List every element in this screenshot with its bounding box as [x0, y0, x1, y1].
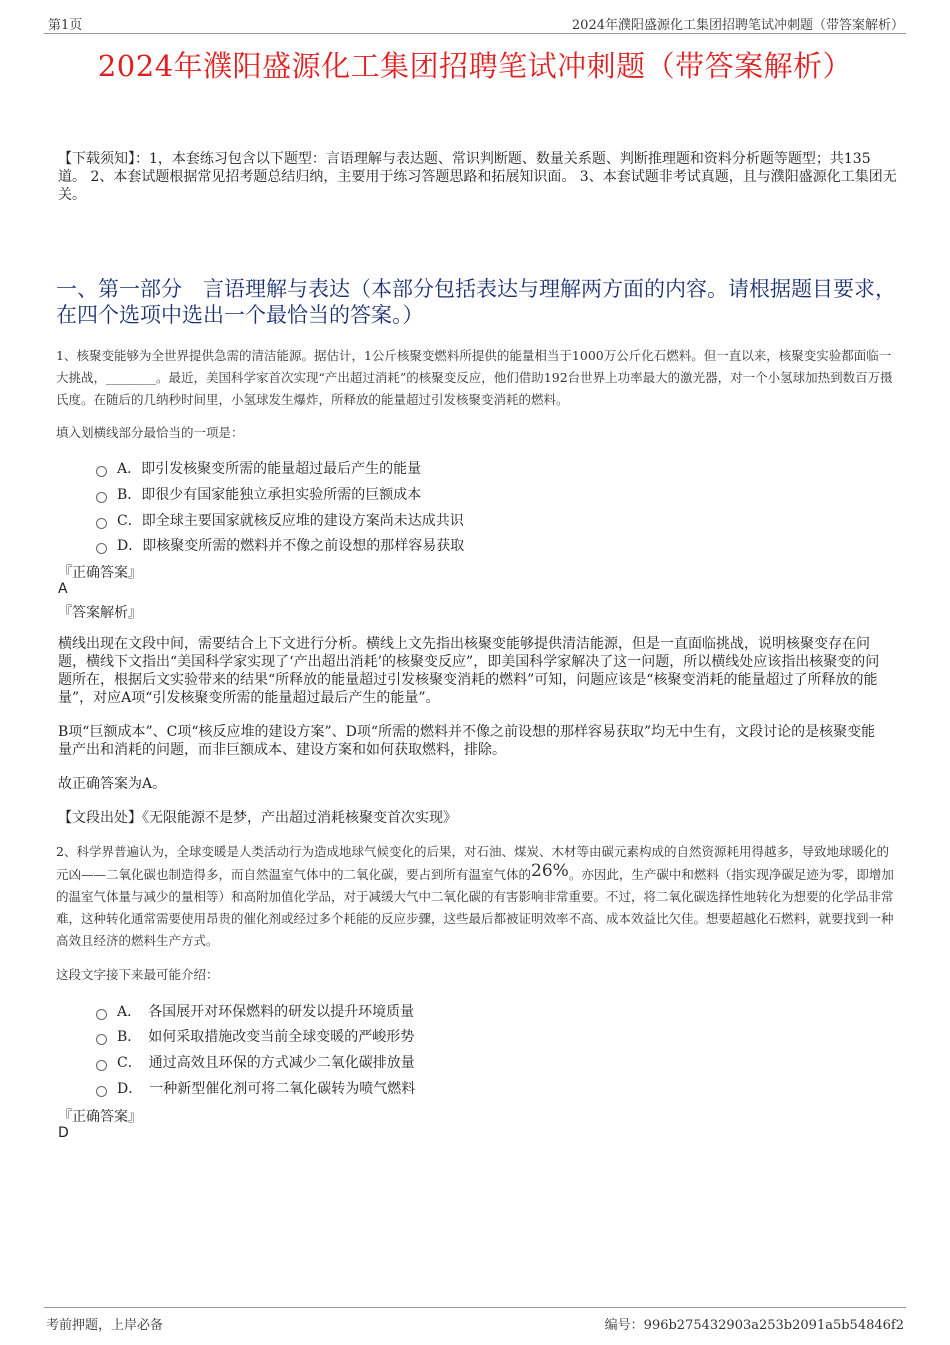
- q2-option-a[interactable]: [96, 1001, 414, 1021]
- q1-source: 【文段出处】《无限能源不是梦，产出超过消耗核聚变首次实现》: [58, 810, 457, 826]
- q1-option-b[interactable]: [96, 484, 421, 504]
- question-1-prompt: 填入划横线部分最恰当的一项是：: [56, 425, 244, 440]
- q1-analysis-paragraph-1: 横线出现在文段中间，需要结合上下文进行分析。横线上文先指出核聚变能够提供清洁能源，但是一直面临挑战，说明核聚变存在问题，横线下文指出“美国科学家实现了‘产出超出消耗’的核聚变反应”，即美国科学家解决了这一问题，所以横线处应该指出核聚变的问题所在，根据后文实验带来的结果“所释放的能量超过引发核聚变消耗的燃料”可知，问题应该是“核聚变消耗的能量超过了所释放的能量”，对应A项“引发核聚变所需的能量超过最后产生的能量”。: [58, 636, 880, 706]
- section-heading: 一、第一部分 言语理解与表达（本部分包括表达与理解两方面的内容。请根据题目要求，在四个选项中选出一个最恰当的答案。）: [56, 277, 896, 327]
- footer-divider: [44, 1307, 906, 1308]
- page-title: 2024年濮阳盛源化工集团招聘笔试冲刺题（带答案解析）: [97, 49, 853, 83]
- option-label: D．即核聚变所需的燃料并不像之前设想的那样容易获取: [117, 538, 465, 554]
- option-label: B．即很少有国家能独立承担实验所需的巨额成本: [117, 487, 422, 503]
- radio-button-icon[interactable]: [96, 543, 107, 554]
- option-label: A．即引发核聚变所需的能量超过最后产生的能量: [117, 461, 422, 477]
- q2-option-b[interactable]: [96, 1026, 414, 1046]
- radio-button-icon[interactable]: [96, 492, 107, 503]
- q2-percent: 26%: [531, 861, 569, 881]
- option-label: D． 一种新型催化剂可将二氧化碳转为喷气燃料: [117, 1081, 416, 1097]
- q1-option-d[interactable]: [96, 535, 464, 555]
- option-label: B． 如何采取措施改变当前全球变暖的严峻形势: [117, 1029, 415, 1045]
- q2-option-c[interactable]: [96, 1052, 415, 1072]
- q1-conclusion: 故正确答案为A。: [58, 776, 167, 792]
- q2-option-d[interactable]: [96, 1078, 415, 1098]
- footer-document-id: 编号：996b275432903a253b2091a5b54846f2: [604, 1318, 904, 1333]
- q1-answer-label: 『正确答案』: [58, 565, 142, 581]
- q1-option-c[interactable]: [96, 510, 464, 530]
- header-doc-title: 2024年濮阳盛源化工集团招聘笔试冲刺题（带答案解析）: [571, 18, 904, 33]
- radio-button-icon[interactable]: [96, 518, 107, 529]
- q2-answer-label: 『正确答案』: [58, 1109, 142, 1125]
- q1-answer-value: A: [58, 581, 68, 597]
- footer-slogan: 考前押题，上岸必备: [46, 1318, 164, 1333]
- radio-button-icon[interactable]: [96, 1060, 107, 1071]
- radio-button-icon[interactable]: [96, 466, 107, 477]
- q2-text-before: 2、科学界普遍认为，全球变暖是人类活动行为造成地球气候变化的后果，对石油、煤炭、木材等由碳元素构成的自然资源耗用得越多，导致地球暖化的元凶——二氧化碳也制造得多，而自然温室气体中的二氧化碳，要占到所有温室气体的: [56, 844, 889, 882]
- download-notice: 【下载须知】：1，本套练习包含以下题型：言语理解与表达题、常识判断题、数量关系题、判断推理题和资料分析题等题型；共135道。 2、本套试题根据常见招考题总结归纳，主要用于练习答题思路和拓展知识面。 3、本套试题非考试真题，且与濮阳盛源化工集团无关。: [58, 151, 897, 203]
- option-label: C．即全球主要国家就核反应堆的建设方案尚未达成共识: [117, 513, 464, 529]
- page-number: 第1页: [48, 18, 83, 33]
- radio-button-icon[interactable]: [96, 1009, 107, 1020]
- option-label: A． 各国展开对环保燃料的研发以提升环境质量: [117, 1004, 415, 1020]
- q1-option-a[interactable]: [96, 458, 421, 478]
- q1-analysis-label: 『答案解析』: [58, 605, 142, 621]
- question-1-text: 1、核聚变能够为全世界提供急需的清洁能源。据估计，1公斤核聚变燃料所提供的能量相当于1000万公斤化石燃料。但一直以来，核聚变实验都面临一大挑战，________。最近，美国科学家首次实现“产出超过消耗”的核聚变反应，他们借助192台世界上功率最大的激光器，对一个小氢球加热到数百万摄氏度。在随后的几纳秒时间里，小氢球发生爆炸，所释放的能量超过引发核聚变消耗的燃料。: [56, 348, 893, 407]
- question-2-text: [56, 841, 901, 952]
- radio-button-icon[interactable]: [96, 1034, 107, 1045]
- question-2-prompt: 这段文字接下来最可能介绍：: [56, 967, 219, 982]
- q2-text-after: 。亦因此，生产碳中和燃料（指实现净碳足迹为零，即增加的温室气体量与减少的量相等）和高附加值化学品，对于减缓大气中二氧化碳的有害影响非常重要。不过，将二氧化碳选择性地转化为想要的化学品非常难，这种转化通常需要使用昂贵的催化剂或经过多个耗能的反应步骤，这些最后都被证明效率不高、成本效益比欠佳。想要超越化石燃料，就要找到一种高效且经济的燃料生产方式。: [56, 867, 894, 948]
- q2-answer-value: D: [58, 1125, 69, 1141]
- header-divider: [44, 33, 906, 34]
- radio-button-icon[interactable]: [96, 1086, 107, 1097]
- option-label: C． 通过高效且环保的方式减少二氧化碳排放量: [117, 1055, 415, 1071]
- q1-analysis-paragraph-2: B项“巨额成本”、C项“核反应堆的建设方案”、D项“所需的燃料并不像之前设想的那样容易获取”均无中生有，文段讨论的是核聚变能量产出和消耗的问题，而非巨额成本、建设方案和如何获取燃料，排除。: [58, 724, 876, 758]
